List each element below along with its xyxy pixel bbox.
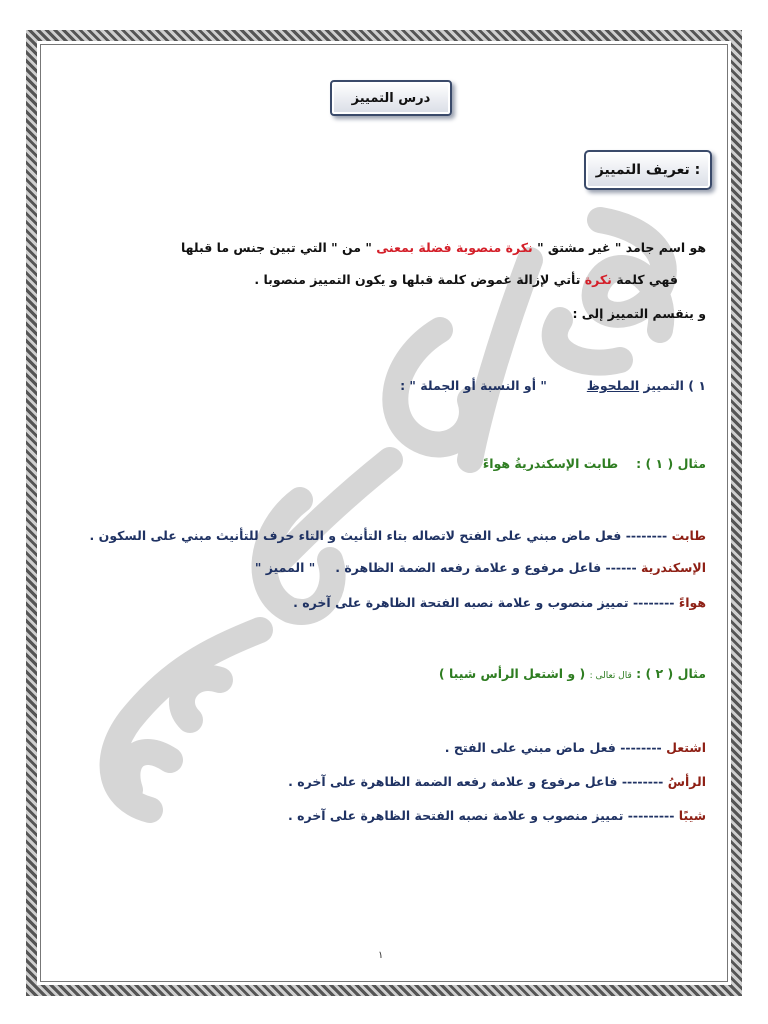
type-1-underlined: الملحوظ (586, 378, 640, 393)
example-2-verse: ( و اشتعل الرأس شيبا ) (438, 666, 586, 681)
definition-highlight-nakira: نكرة (584, 272, 612, 287)
definition-heading (584, 150, 712, 190)
example-2-heading: مثال ( ٢ ) : قال تعالى : ( و اشتعل الرأس شيبا ) (438, 666, 706, 681)
example-1-item-2: الإسكندرية ------ فاعل مرفوع و علامة رفعه الضمة الظاهرة ." المميز " (254, 560, 706, 575)
page-number: ١ (378, 950, 384, 961)
example-2-item-2: الرأسُ -------- فاعل مرفوع و علامة رفعه الضمة الظاهرة على آخره . (288, 774, 706, 789)
example-1-heading: مثال ( ١ ) :طابت الإسكندريةُ هواءً (482, 456, 706, 471)
example-1-item-3: هواءً -------- تمييز منصوب و علامة نصبه الفتحة الظاهرة على آخره . (293, 595, 706, 610)
definition-heading-text: تعريف التمييز : (595, 162, 701, 178)
definition-highlight: نكرة منصوبة فضلة بمعنى (376, 240, 533, 255)
example-2-item-3: شيبًا --------- تمييز منصوب و علامة نصبه الفتحة الظاهرة على آخره . (287, 808, 706, 823)
lesson-title (330, 80, 452, 116)
example-1-sentence: طابت الإسكندريةُ هواءً (482, 456, 619, 471)
lesson-title-text: درس التمييز (351, 90, 431, 106)
division-line: و ينقسم التمييز إلى : (572, 306, 706, 321)
example-2-item-1: اشتعل -------- فعل ماض مبني على الفتح . (444, 740, 706, 755)
definition-line-2: فهي كلمة نكرة تأتي لإزالة غموض كلمة قبلها و يكون التمييز منصوبا . (254, 272, 678, 287)
type-1-heading: ١ ) التمييز الملحوظ" أو النسبة أو الجملة " : (400, 378, 706, 393)
definition-line-1: هو اسم جامد " غير مشتق " نكرة منصوبة فضلة بمعنى " من " التي تبين جنس ما قبلها (180, 240, 706, 255)
example-1-item-1: طابت -------- فعل ماض مبني على الفتح لاتصاله بتاء التأنيث و التاء حرف للتأنيث مبني على السكون . (89, 528, 706, 543)
